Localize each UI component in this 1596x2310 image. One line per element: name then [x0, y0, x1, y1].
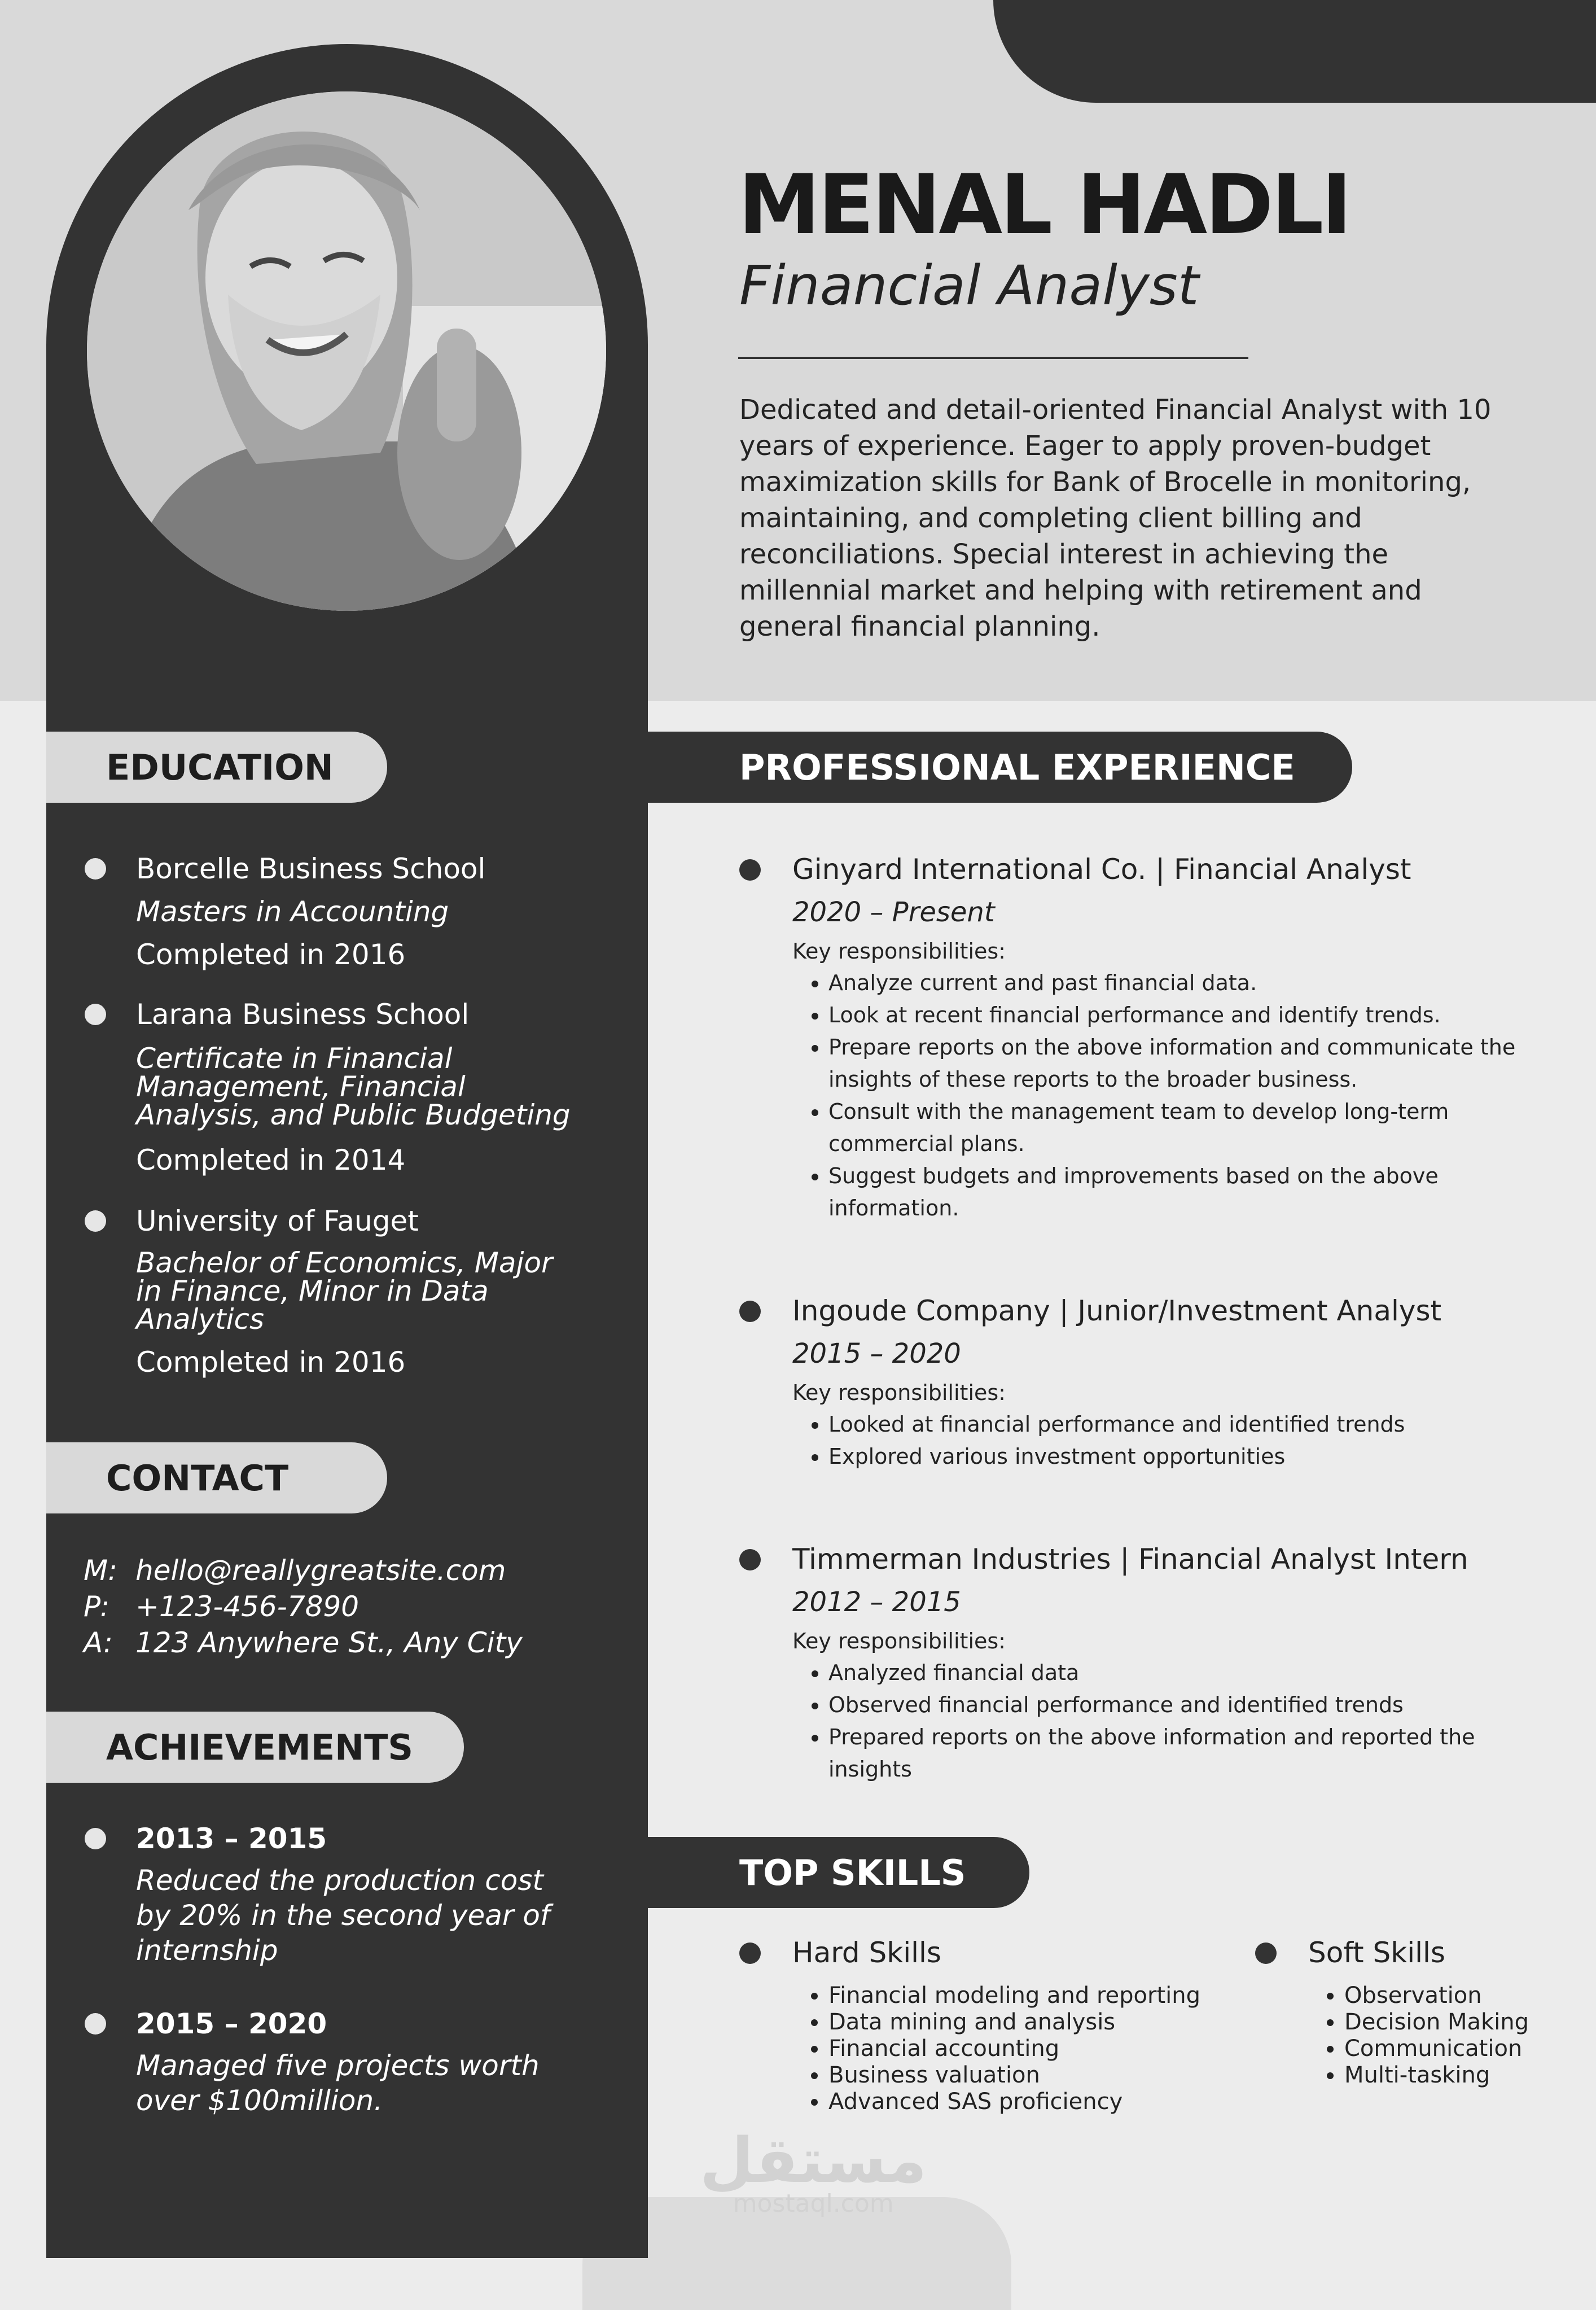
skill-item: • Business valuation — [828, 2062, 1336, 2089]
responsibility-item: • Explored various investment opportunities — [828, 1441, 1556, 1473]
achievement-period: 2015 – 2020 — [136, 2007, 327, 2040]
job-dates: 2020 – Present — [792, 896, 995, 928]
responsibility-item: • Analyzed financial data — [828, 1657, 1556, 1689]
education-school: Larana Business School — [136, 998, 470, 1031]
bullet-dot — [739, 859, 761, 881]
experience-heading: PROFESSIONAL EXPERIENCE — [648, 732, 1352, 803]
contact-phone-row — [84, 1589, 359, 1625]
bullet-dot — [85, 1004, 106, 1025]
job-title: Ingoude Company | Junior/Investment Analyst — [792, 1294, 1442, 1327]
education-completed: Completed in 2016 — [136, 938, 406, 971]
bullet-dot — [85, 2013, 106, 2035]
skill-item: • Observation — [1344, 1983, 1596, 2009]
skill-item: • Advanced SAS proficiency — [828, 2089, 1336, 2115]
job-dates: 2012 – 2015 — [792, 1586, 961, 1618]
contact-address-key: A: — [84, 1626, 113, 1659]
profile-summary: Dedicated and detail-oriented Financial Analyst with 10 years of experience. Eager to apply proven-budget maximization skills for Bank of Brocelle in monitoring, maintaining, and completing client billing and reconciliations. Special interest in achieving the millennial market and helping with retirement and general financial planning. — [739, 394, 1492, 642]
skill-item: • Multi-tasking — [1344, 2062, 1596, 2089]
soft-skills-title: Soft Skills — [1308, 1936, 1445, 1969]
achievement-text: Managed five projects worth over $100million. — [136, 2049, 540, 2117]
bullet-dot — [85, 858, 106, 880]
education-completed: Completed in 2014 — [136, 1144, 406, 1176]
watermark-logo — [700, 2124, 927, 2218]
education-degree: Masters in Accounting — [136, 895, 449, 928]
responsibility-item: • Looked at financial performance and identified trends — [828, 1408, 1556, 1441]
job-title: Ginyard International Co. | Financial Analyst — [792, 853, 1411, 886]
bullet-dot — [739, 1549, 761, 1570]
job-key-label: Key responsibilities: — [792, 1629, 1006, 1653]
candidate-name: MENAL HADLI — [738, 157, 1350, 253]
skill-item: • Financial accounting — [828, 2036, 1336, 2062]
job-key-label: Key responsibilities: — [792, 939, 1006, 964]
skill-item: • Communication — [1344, 2036, 1596, 2062]
watermark-arabic: مستقل — [700, 2124, 927, 2197]
job-responsibilities — [792, 967, 1556, 1224]
bullet-dot — [85, 1828, 106, 1849]
bullet-dot — [739, 1301, 761, 1322]
responsibility-item: • Prepared reports on the above information and reported the insights — [828, 1721, 1556, 1786]
job-title: Timmerman Industries | Financial Analyst Intern — [792, 1543, 1468, 1576]
contact-email-key: M: — [84, 1554, 117, 1587]
profile-photo-illustration — [87, 91, 606, 611]
responsibility-item: • Analyze current and past financial data. — [828, 967, 1556, 999]
education-school: Borcelle Business School — [136, 852, 486, 885]
skills-heading: TOP SKILLS — [648, 1837, 1029, 1908]
skill-item: • Data mining and analysis — [828, 2009, 1336, 2036]
job-dates: 2015 – 2020 — [792, 1338, 961, 1370]
achievement-period: 2013 – 2015 — [136, 1822, 327, 1855]
responsibility-item: • Observed financial performance and identified trends — [828, 1689, 1556, 1721]
contact-phone[interactable]: +123-456-7890 — [135, 1590, 359, 1623]
hard-skills-title: Hard Skills — [792, 1936, 941, 1969]
candidate-role: Financial Analyst — [739, 254, 1199, 317]
education-school: University of Fauget — [136, 1205, 419, 1237]
education-degree: Bachelor of Economics, Major in Finance, Minor in Data Analytics — [136, 1246, 553, 1336]
contact-phone-key: P: — [84, 1590, 110, 1623]
contact-address: 123 Anywhere St., Any City — [135, 1626, 523, 1659]
bullet-dot — [739, 1943, 761, 1964]
education-heading: EDUCATION — [46, 732, 387, 803]
achievements-heading: ACHIEVEMENTS — [46, 1712, 464, 1783]
skill-item: • Decision Making — [1344, 2009, 1596, 2036]
responsibility-item: • Suggest budgets and improvements based on the above information. — [828, 1160, 1556, 1224]
responsibility-item: • Look at recent financial performance and identify trends. — [828, 999, 1556, 1031]
job-responsibilities — [792, 1657, 1556, 1786]
job-responsibilities — [792, 1408, 1556, 1473]
hard-skills-list — [792, 1983, 1336, 2115]
contact-heading: CONTACT — [46, 1442, 387, 1513]
responsibility-item: • Consult with the management team to develop long-term commercial plans. — [828, 1096, 1556, 1160]
contact-email[interactable]: hello@reallygreatsite.com — [135, 1554, 506, 1587]
skill-item: • Financial modeling and reporting — [828, 1983, 1336, 2009]
contact-email-row — [84, 1552, 506, 1589]
job-key-label: Key responsibilities: — [792, 1380, 1006, 1405]
achievement-text: Reduced the production cost by 20% in the second year of internship — [136, 1864, 550, 1967]
contact-address-row — [84, 1625, 523, 1661]
education-degree: Certificate in Financial Management, Financial Analysis, and Public Budgeting — [136, 1042, 571, 1131]
decorative-top-tab — [993, 0, 1596, 103]
education-completed: Completed in 2016 — [136, 1346, 406, 1379]
responsibility-item: • Prepare reports on the above information and communicate the insights of these reports to the broader business. — [828, 1031, 1556, 1096]
bullet-dot — [1255, 1943, 1277, 1964]
profile-photo — [87, 91, 606, 611]
watermark-latin: mostaql.com — [733, 2189, 894, 2218]
soft-skills-list — [1308, 1983, 1596, 2089]
header-divider — [738, 357, 1248, 359]
bullet-dot — [85, 1210, 106, 1232]
